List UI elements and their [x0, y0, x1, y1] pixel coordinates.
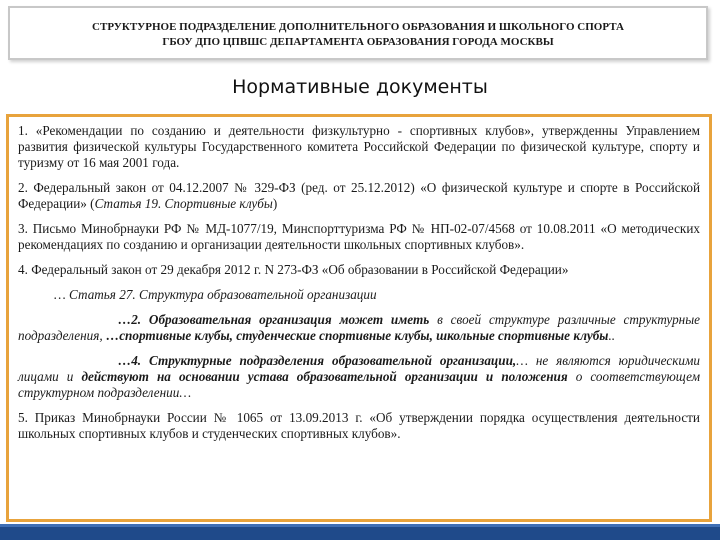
header-line-2: ГБОУ ДПО ЦПВШС ДЕПАРТАМЕНТА ОБРАЗОВАНИЯ ГОРОДА МОСКВЫ — [162, 36, 554, 48]
list-item-5: 5. Приказ Минобрнауки России № 1065 от 13.09.2013 г. «Об утверждении порядка осуществления деятельности школьных спортивных клубов и студенческих спортивных клубов». — [18, 410, 700, 441]
list-item-3: 3. Письмо Минобрнауки РФ № МД-1077/19, Минспорттуризма РФ № НП-02-07/4568 от 10.08.2011 «О методических рекомендациях по созданию и организации деятельности школьных спортивных клубов». — [18, 221, 700, 252]
para2-body: в своей структуре различные структурные подразделения, — [18, 312, 700, 343]
item2-suffix: ) — [272, 196, 278, 211]
para2-clubs: …спортивные клубы, студенческие спортивные клубы, школьные спортивные клубы — [106, 328, 609, 343]
article-27-para-2 — [18, 312, 700, 344]
para4-body: … не являются юридическими лицами и — [18, 353, 700, 384]
item2-prefix: 2. Федеральный закон от 04.12.2007 № 329-ФЗ (ред. от 25.12.2012) «О физической культуре и спорте в Российской Федерации» ( — [18, 180, 700, 211]
list-item-1: 1. «Рекомендации по созданию и деятельности физкультурно - спортивных клубов», утвержденны Управлением развития физической культуры Государственного комитета Российской Федерации по физической культуре, спорту и туризму от 16 мая 2001 года. — [18, 123, 700, 170]
header-box — [8, 6, 708, 60]
para4-lead: …4. Структурные подразделения образовательной организации, — [118, 353, 517, 368]
para2-end: .. — [608, 328, 616, 343]
header-line-1: СТРУКТУРНОЕ ПОДРАЗДЕЛЕНИЕ ДОПОЛНИТЕЛЬНОГО ОБРАЗОВАНИЯ И ШКОЛЬНОГО СПОРТА — [92, 21, 624, 33]
bottom-bar — [0, 524, 720, 540]
page-title: Нормативные документы — [232, 76, 488, 98]
list-item-4: 4. Федеральный закон от 29 декабря 2012 г. N 273-ФЗ «Об образовании в Российской Федерации» — [18, 262, 569, 277]
item2-article: Статья 19. Спортивные клубы — [94, 196, 273, 211]
para4-charter: действуют на основании устава образовательной организации и положения — [81, 369, 568, 384]
para2-lead: …2. Образовательная организация может иметь — [118, 312, 430, 327]
article-27-heading: … Статья 27. Структура образовательной организации — [54, 287, 377, 302]
article-27-para-4 — [18, 353, 700, 401]
para4-end: о соответствующем структурном подразделении… — [18, 369, 701, 400]
documents-list — [6, 114, 712, 522]
list-item-2 — [18, 180, 700, 212]
